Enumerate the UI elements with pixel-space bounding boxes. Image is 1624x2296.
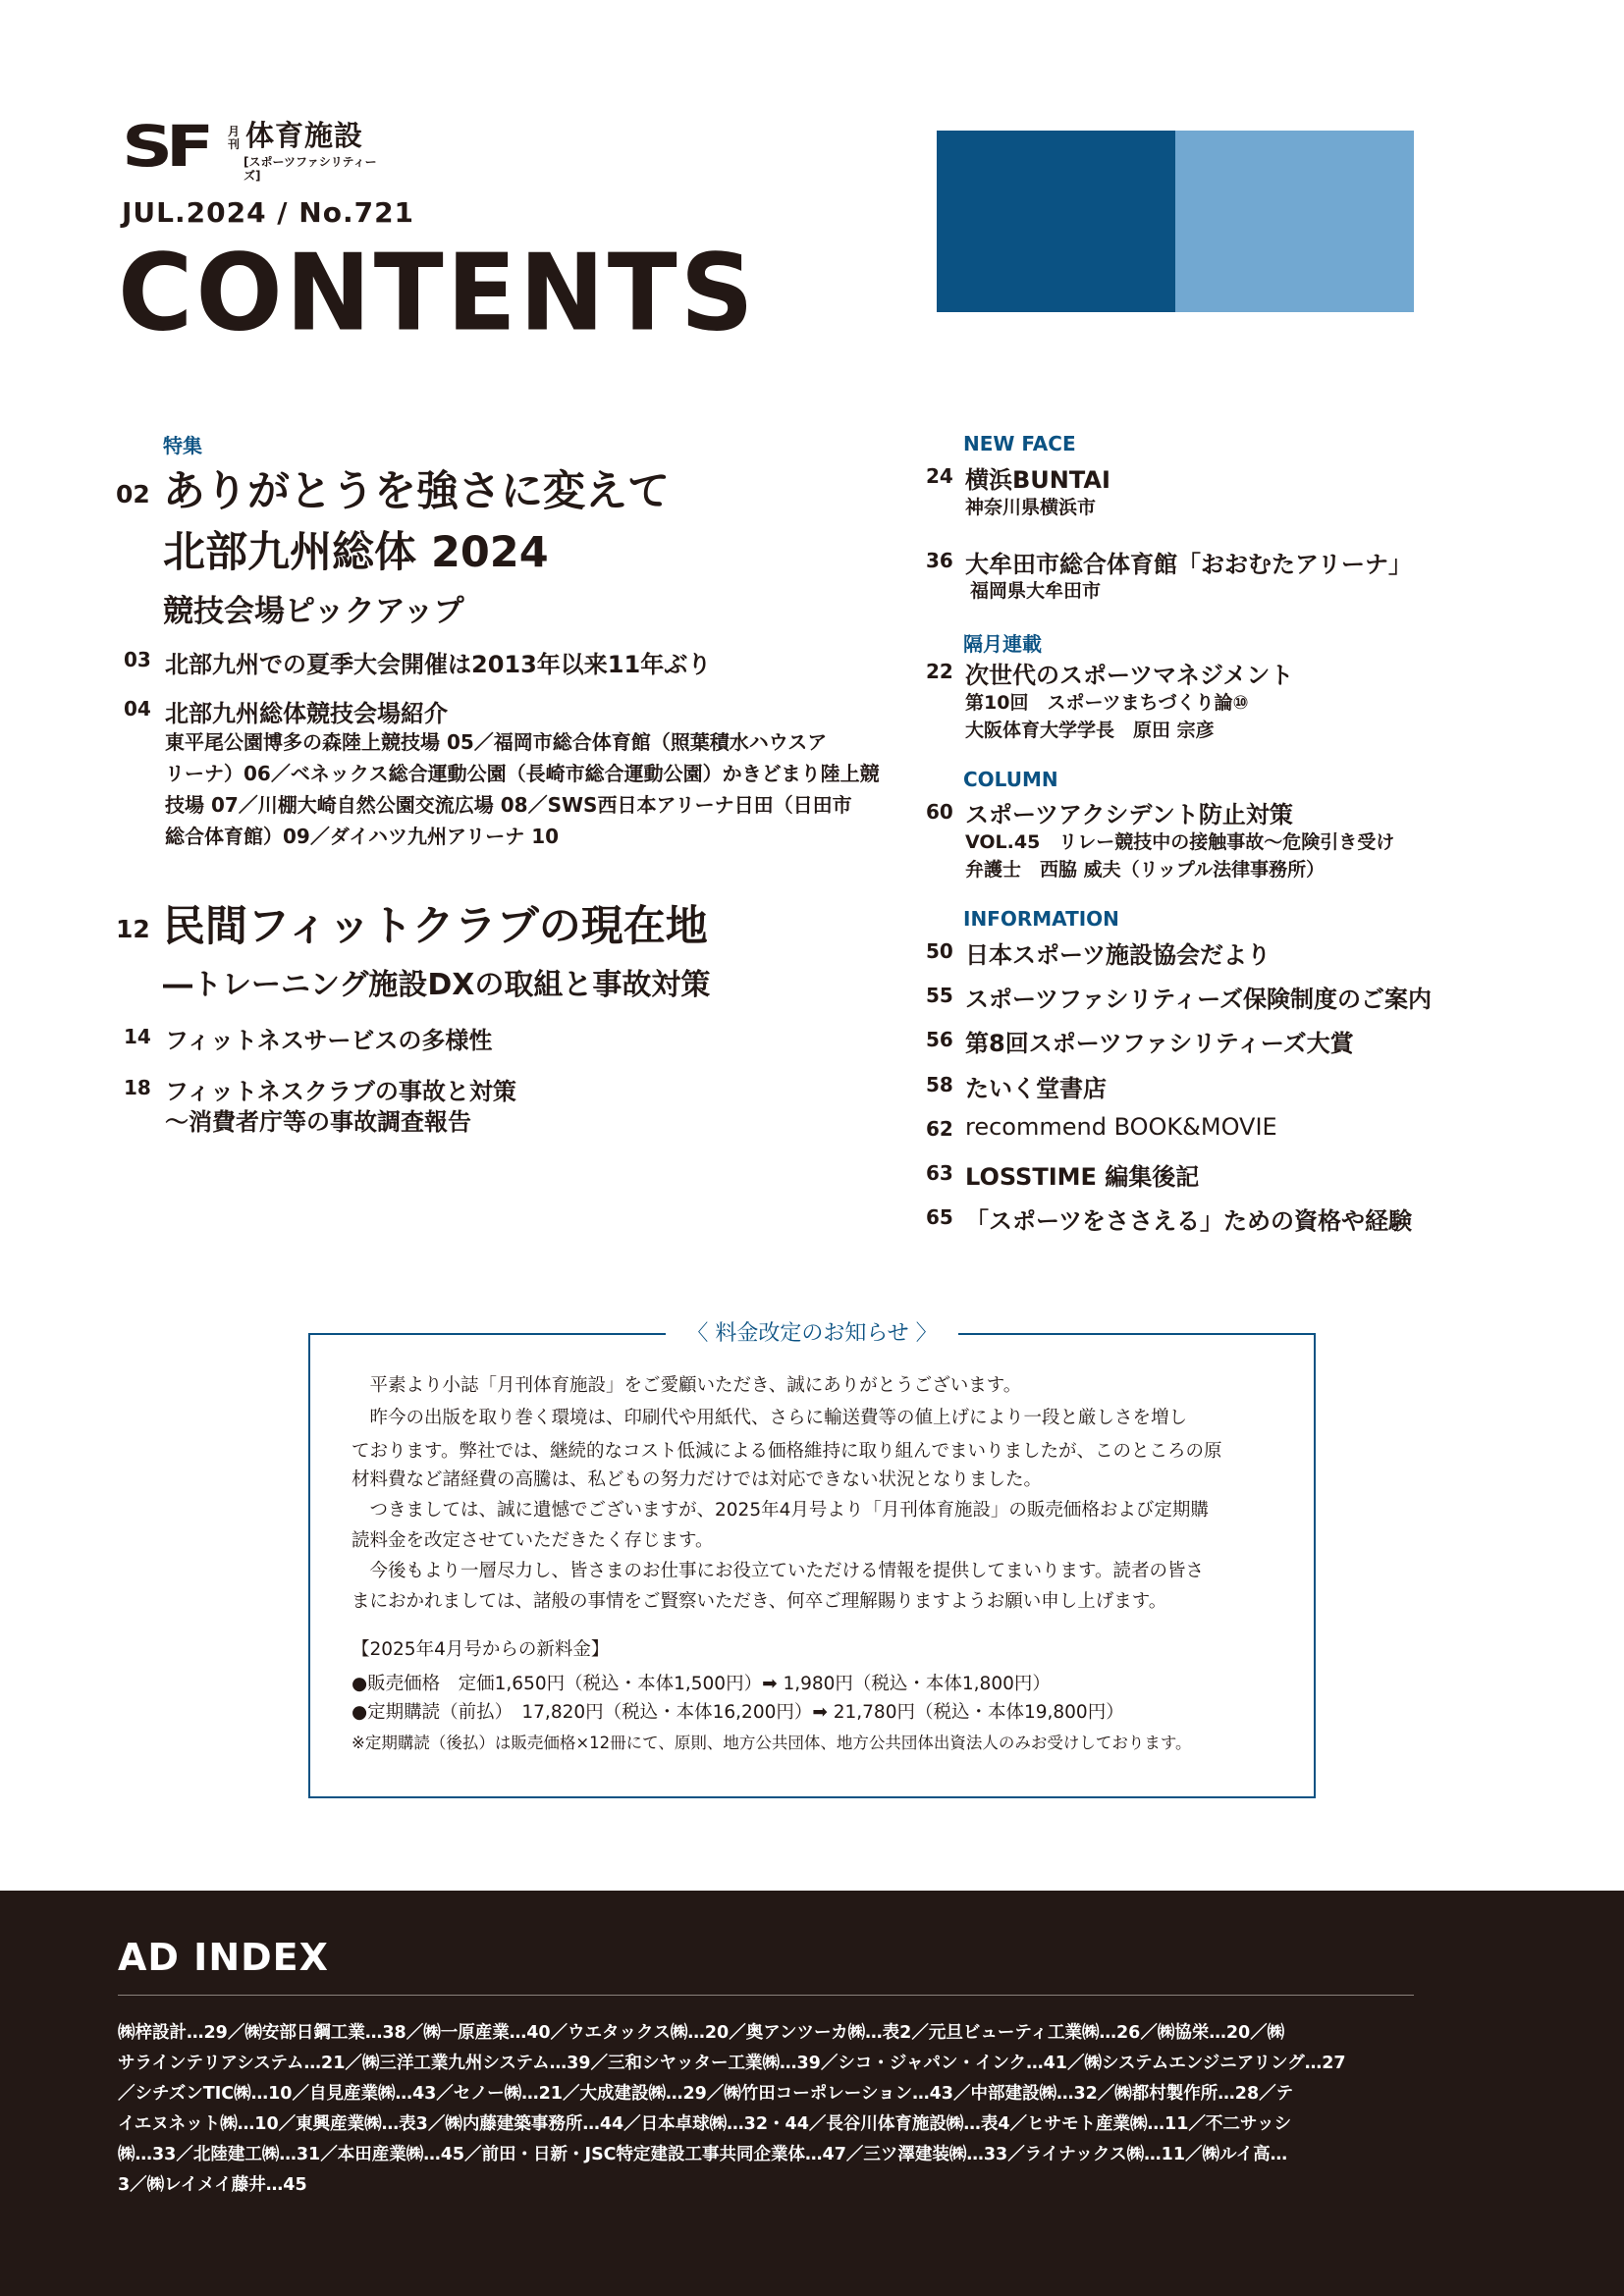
item-subtitle: VOL.45 リレー競技中の接触事故～危険引き受け xyxy=(965,831,1395,853)
item-title: LOSSTIME 編集後記 xyxy=(965,1163,1200,1191)
logo-subtitle: [スポーツファシリティーズ] xyxy=(244,155,377,183)
notice-title: 〈 料金改定のお知らせ 〉 xyxy=(666,1319,958,1349)
item-title: スポーツアクシデント防止対策 xyxy=(965,801,1293,828)
newface-label: NEW FACE xyxy=(963,432,1076,455)
item-page: 03 xyxy=(124,648,151,671)
item-subtitle: 第10回 スポーツまちづくり論⑩ xyxy=(965,692,1249,714)
item-page: 24 xyxy=(926,464,953,488)
item-title: 横浜BUNTAI xyxy=(965,466,1110,494)
item-location: 神奈川県横浜市 xyxy=(965,497,1097,518)
item-page: 60 xyxy=(926,800,953,824)
item-page: 65 xyxy=(926,1205,953,1229)
ad-index-line: イエヌネット㈱…10／東興産業㈱…表3／㈱内藤建築事務所…44／日本卓球㈱…32・44／長谷川体育施設㈱…表4／ヒサモト産業㈱…11／不二サッシ xyxy=(118,2114,1292,2134)
logo-title: 体育施設 xyxy=(245,119,364,152)
item-page: 18 xyxy=(124,1076,151,1099)
magazine-logo xyxy=(122,113,377,183)
item-title: recommend BOOK&MOVIE xyxy=(965,1113,1277,1141)
item-title-line2: ～消費者庁等の事故調査報告 xyxy=(165,1108,471,1136)
item-page: 63 xyxy=(926,1161,953,1185)
item-title: たいく堂書店 xyxy=(965,1075,1107,1102)
notice-paragraph: ております。弊社では、継続的なコスト低減による価格維持に取り組んでまいりましたが、このところの原 xyxy=(352,1441,1222,1462)
item-author: 大阪体育大学学長 原田 宗彦 xyxy=(965,720,1215,741)
item-title: 「スポーツをささえる」ための資格や経験 xyxy=(965,1207,1413,1235)
ad-index-line: 3／㈱レイメイ藤井…45 xyxy=(118,2175,307,2195)
venue-detail-line: 技場 07／川棚大崎自然公園交流広場 08／SWS西日本アリーナ日田（日田市 xyxy=(165,793,852,817)
notice-paragraph: 今後もより一層尽力し、皆さまのお仕事にお役立ていただける情報を提供してまいります。読者の皆さ xyxy=(352,1561,1205,1581)
ad-index-line: ㈱…33／北陸建工㈱…31／本田産業㈱…45／前田・日新・JSC特定建設工事共同企業体…47／三ツ澤建装㈱…33／ライナックス㈱…11／㈱ルイ高… xyxy=(118,2145,1288,2164)
item-page: 14 xyxy=(124,1025,151,1048)
feature2-page: 12 xyxy=(116,915,150,943)
item-page: 36 xyxy=(926,549,953,572)
price-heading: 【2025年4月号からの新料金】 xyxy=(352,1639,610,1660)
ad-index-line: ／シチズンTIC㈱…10／自見産業㈱…43／セノー㈱…21／大成建設㈱…29／㈱竹田コーポレーション…43／中部建設㈱…32／㈱都村製作所…28／テ xyxy=(118,2084,1294,2104)
item-page: 22 xyxy=(926,660,953,683)
item-page: 55 xyxy=(926,984,953,1007)
information-label: INFORMATION xyxy=(963,907,1119,931)
item-title: 日本スポーツ施設協会だより xyxy=(965,941,1272,969)
page-title: CONTENTS xyxy=(118,230,757,355)
item-page: 50 xyxy=(926,939,953,963)
item-location: 福岡県大牟田市 xyxy=(970,580,1102,602)
notice-paragraph: つきましては、誠に遺憾でございますが、2025年4月号より「月刊体育施設」の販売価格および定期購 xyxy=(352,1500,1209,1521)
feature-label: 特集 xyxy=(163,434,202,457)
decor-block-dark xyxy=(937,131,1175,312)
item-title: 次世代のスポーツマネジメント xyxy=(965,662,1294,689)
notice-paragraph: 読料金を改定させていただきたく存じます。 xyxy=(352,1530,714,1551)
feature-subtitle: 競技会場ピックアップ xyxy=(163,594,464,629)
feature-page: 02 xyxy=(116,480,150,508)
notice-paragraph: 平素より小誌「月刊体育施設」をご愛顧いただき、誠にありがとうございます。 xyxy=(352,1375,1022,1396)
venue-detail-line: 東平尾公園博多の森陸上競技場 05／福岡市総合体育館（照葉積水ハウスア xyxy=(165,730,828,754)
item-page: 56 xyxy=(926,1028,953,1051)
venue-detail-line: リーナ）06／ベネックス総合運動公園（長崎市総合運動公園）かきどまり陸上競 xyxy=(165,762,880,785)
price-line: ●定期購読（前払） 17,820円（税込・本体16,200円）➡ 21,780円（税込・本体19,800円） xyxy=(352,1702,1124,1723)
notice-paragraph: 昨今の出版を取り巻く環境は、印刷代や用紙代、さらに輸送費等の値上げにより一段と厳しさを増し xyxy=(352,1408,1188,1428)
item-title: フィットネスサービスの多様性 xyxy=(165,1027,493,1054)
logo-monthly: 月刊 xyxy=(228,125,241,151)
decor-block-light xyxy=(1175,131,1414,312)
item-title: 第8回スポーツファシリティーズ大賞 xyxy=(965,1030,1354,1057)
issue-number: JUL.2024 / No.721 xyxy=(122,196,415,229)
price-line: ●販売価格 定価1,650円（税込・本体1,500円）➡ 1,980円（税込・本体1,800円） xyxy=(352,1674,1051,1694)
feature2-title: 民間フィットクラブの現在地 xyxy=(163,902,708,951)
notice-paragraph: まにおかれましては、諸般の事情をご賢察いただき、何卒ご理解賜りますようお願い申し上げます。 xyxy=(352,1591,1167,1612)
feature-title-line1: ありがとうを強さに変えて xyxy=(163,467,670,516)
notice-paragraph: 材料費など諸経費の高騰は、私どもの努力だけでは対応できない状況となりました。 xyxy=(352,1469,1043,1490)
ad-index-line: ㈱梓設計…29／㈱安部日鋼工業…38／㈱一原産業…40／ウエタックス㈱…20／奥アンツーカ㈱…表2／元旦ビューティ工業㈱…26／㈱協栄…20／㈱ xyxy=(118,2023,1285,2043)
venue-detail-line: 総合体育館）09／ダイハツ九州アリーナ 10 xyxy=(165,825,560,848)
item-author: 弁護士 西脇 威夫（リップル法律事務所） xyxy=(965,859,1326,881)
item-page: 62 xyxy=(926,1117,953,1141)
logo-sf: SF xyxy=(122,113,207,180)
item-title: 大牟田市総合体育館「おおむたアリーナ」 xyxy=(965,551,1413,578)
item-title: フィットネスクラブの事故と対策 xyxy=(165,1078,516,1105)
ad-index-title: AD INDEX xyxy=(118,1936,329,1979)
feature-title-line2: 北部九州総体 2024 xyxy=(163,528,549,577)
item-title: スポーツファシリティーズ保険制度のご案内 xyxy=(965,986,1432,1013)
ad-index-line: サラインテリアシステム…21／㈱三洋工業九州システム…39／三和シヤッター工業㈱…39／シコ・ジャパン・インク…41／㈱システムエンジニアリング…27 xyxy=(118,2054,1346,2073)
item-page: 58 xyxy=(926,1073,953,1096)
ad-index-divider xyxy=(118,1995,1414,1996)
feature2-subtitle: ―トレーニング施設DXの取組と事故対策 xyxy=(163,968,711,1002)
item-title: 北部九州総体競技会場紹介 xyxy=(165,700,448,727)
item-title: 北部九州での夏季大会開催は2013年以来11年ぶり xyxy=(165,651,712,678)
bimonthly-label: 隔月連載 xyxy=(963,632,1042,656)
price-footnote: ※定期購読（後払）は販売価格×12冊にて、原則、地方公共団体、地方公共団体出資法人のみお受けしております。 xyxy=(352,1734,1192,1752)
item-page: 04 xyxy=(124,697,151,721)
column-label: COLUMN xyxy=(963,768,1058,791)
